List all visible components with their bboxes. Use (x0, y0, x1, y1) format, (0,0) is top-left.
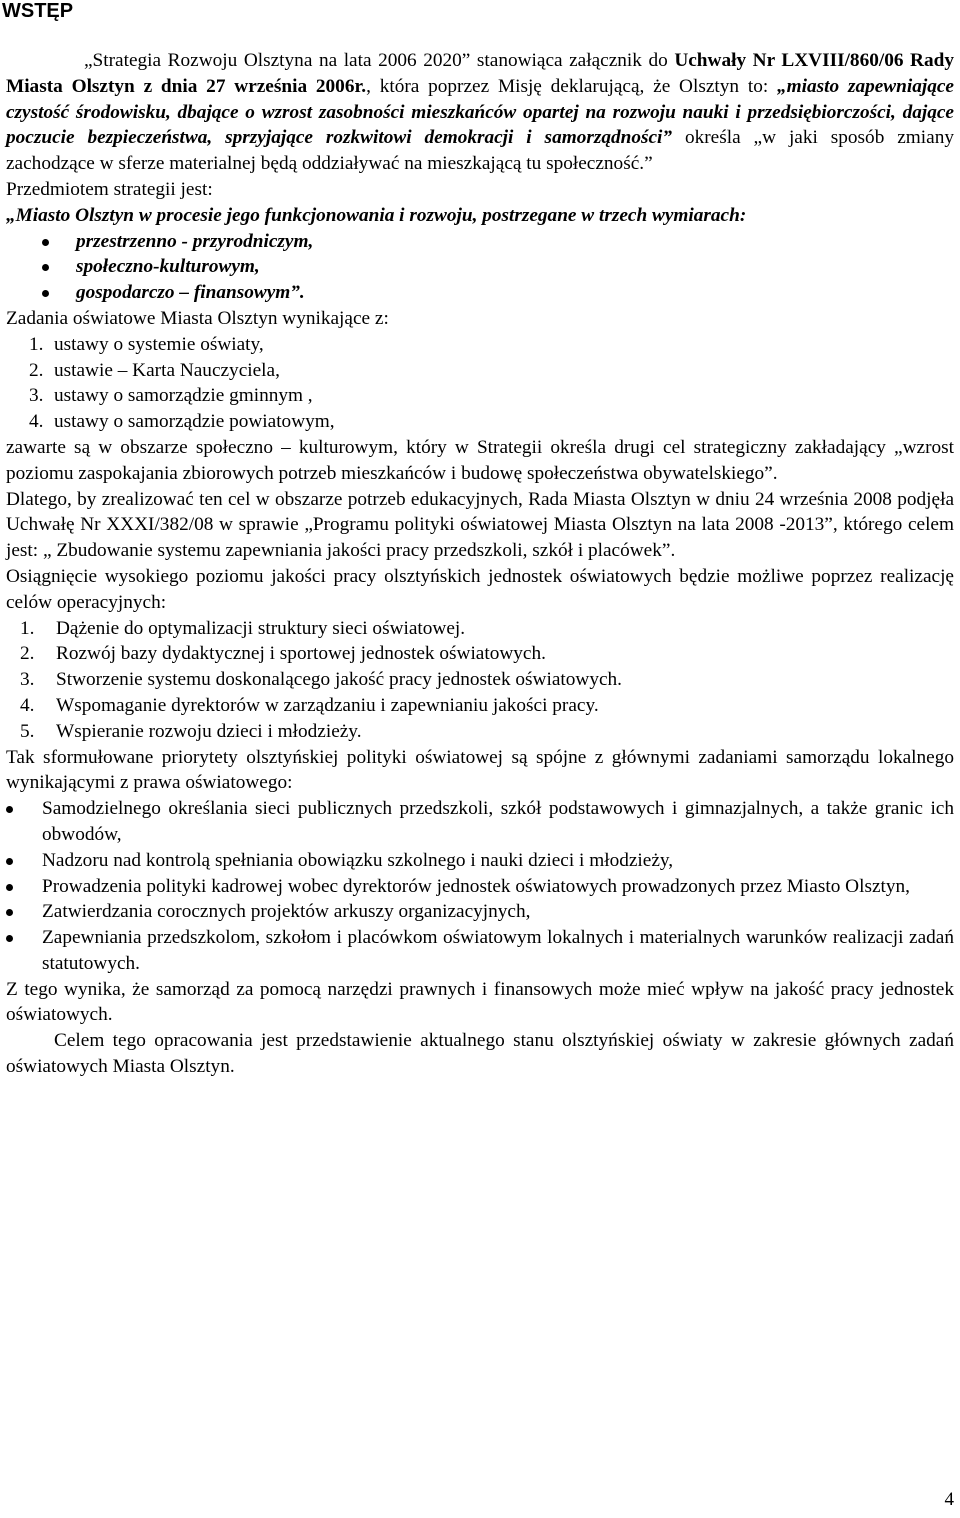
list-item: gospodarczo – finansowym”. (6, 280, 954, 306)
list-item: Zapewniania przedszkolom, szkołom i placówkom oświatowym lokalnych i materialnych warunków realizacji zadań statutowych. (6, 925, 954, 977)
page-number: 4 (944, 1489, 954, 1510)
paragraph-strategic-goal: zawarte są w obszarze społeczno – kulturowym, który w Strategii określa drugi cel strategiczny zakładający „wzrost poziomu zaspokajania zbiorowych potrzeb mieszkańców i budowę społeczeństwa obywatelskiego”. (6, 436, 954, 484)
paragraph-priorities: Tak sformułowane priorytety olsztyńskiej polityki oświatowej są spójne z głównymi zadaniami samorządu lokalnego wynikającymi z prawa oświatowego: (6, 746, 954, 794)
list-item: 2. ustawie – Karta Nauczyciela, (29, 359, 280, 381)
list-item: Samodzielnego określania sieci publicznych przedszkoli, szkół podstawowych i gimnazjalnych, a także granic ich obwodów, (6, 796, 954, 848)
document-body (6, 48, 954, 1080)
list-item: 4. Wspomaganie dyrektorów w zarządzaniu i zapewnianiu jakości pracy. (20, 694, 599, 716)
list-item: 3. ustawy o samorządzie gminnym , (29, 385, 313, 407)
resolution-reference: Uchwały Nr LXVIII/860/06 Rady Miasta Olsztyn z dnia 27 września 2006r. (6, 50, 954, 97)
list-item: społeczno-kulturowym, (6, 254, 954, 280)
paragraph-tasks-source: Zadania oświatowe Miasta Olsztyn wynikające z: (6, 307, 389, 329)
bullet-icon (6, 935, 13, 942)
list-item: przestrzenno - przyrodniczym, (6, 229, 954, 255)
paragraph-resolution: Dlatego, by zrealizować ten cel w obszarze potrzeb edukacyjnych, Rada Miasta Olsztyn w dniu 24 września 2008 podjęła Uchwałę Nr XXXI/382/08 w sprawie „Programu polityki oświatowej Miasta Olsztyn na lata 2008 -2013”, którego celem jest: „ Zbudowanie systemu zapewniania jakości pracy przedszkoli, szkół i placówek”. (6, 488, 954, 562)
paragraph-conclusion: Z tego wynika, że samorząd za pomocą narzędzi prawnych i finansowych może mieć wpływ na jakość pracy jednostek oświatowych. (6, 978, 954, 1026)
paragraph-purpose: Celem tego opracowania jest przedstawienie aktualnego stanu olsztyńskiej oświaty w zakresie głównych zadań oświatowych Miasta Olsztyn. (6, 1030, 954, 1078)
dimensions-list (6, 229, 954, 306)
list-item: Zatwierdzania corocznych projektów arkuszy organizacyjnych, (6, 899, 954, 925)
operational-goals-list (6, 616, 954, 745)
list-item: 1. Dążenie do optymalizacji struktury sieci oświatowej. (20, 617, 466, 639)
paragraph-subject: Przedmiotem strategii jest: (6, 178, 213, 200)
list-item: Prowadzenia polityki kadrowej wobec dyrektorów jednostek oświatowych prowadzonych przez Miasto Olsztyn, (6, 874, 954, 900)
list-item: 4. ustawy o samorządzie powiatowym, (29, 411, 335, 433)
list-item: 1. ustawy o systemie oświaty, (29, 333, 264, 355)
strategy-subject-quote: „Miasto Olsztyn w procesie jego funkcjonowania i rozwoju, postrzegane w trzech wymiarach: (6, 204, 747, 226)
list-item: Nadzoru nad kontrolą spełniania obowiązku szkolnego i nauki dzieci i młodzieży, (6, 848, 954, 874)
local-government-tasks-list (6, 796, 954, 977)
bullet-icon (6, 884, 13, 891)
bullet-icon (6, 858, 13, 865)
bullet-icon (42, 264, 49, 271)
bullet-icon (6, 909, 13, 916)
paragraph-quality: Osiągnięcie wysokiego poziomu jakości pracy olsztyńskich jednostek oświatowych będzie możliwe poprzez realizację celów operacyjnych: (6, 565, 954, 613)
mission-quote: „miasto zapewniające czystość środowisku, dbające o wzrost zasobności mieszkańców opartej na rozwoju nauki i przedsiębiorczości, dające poczucie bezpieczeństwa, sprzyjające rozkwitowi demokracji i samorządności” (6, 75, 954, 149)
bullet-icon (42, 239, 49, 246)
section-heading: WSTĘP (2, 0, 74, 22)
list-item: 2. Rozwój bazy dydaktycznej i sportowej jednostek oświatowych. (20, 643, 546, 665)
bullet-icon (6, 806, 13, 813)
list-item: 3. Stworzenie systemu doskonalącego jakość pracy jednostek oświatowych. (20, 669, 622, 691)
list-item: 5. Wspieranie rozwoju dzieci i młodzieży. (20, 720, 362, 742)
bullet-icon (42, 290, 49, 297)
paragraph-strategy-intro: „Strategia Rozwoju Olsztyna na lata 2006 2020” stanowiąca załącznik do Uchwały Nr LXVIII/860/06 Rady Miasta Olsztyn z dnia 27 września 2006r., która poprzez Misję deklarującą, że Olsztyn to: „miasto zapewniające czystość środowisku, dbające o wzrost zasobności mieszkańców opartej na rozwoju nauki i przedsiębiorczości, dające poczucie bezpieczeństwa, sprzyjające rozkwitowi demokracji i samorządności” określa „w jaki sposób zmiany zachodzące w sferze materialnej będą oddziaływać na mieszkającą tu społeczność.” (6, 50, 954, 175)
laws-list (6, 332, 954, 435)
